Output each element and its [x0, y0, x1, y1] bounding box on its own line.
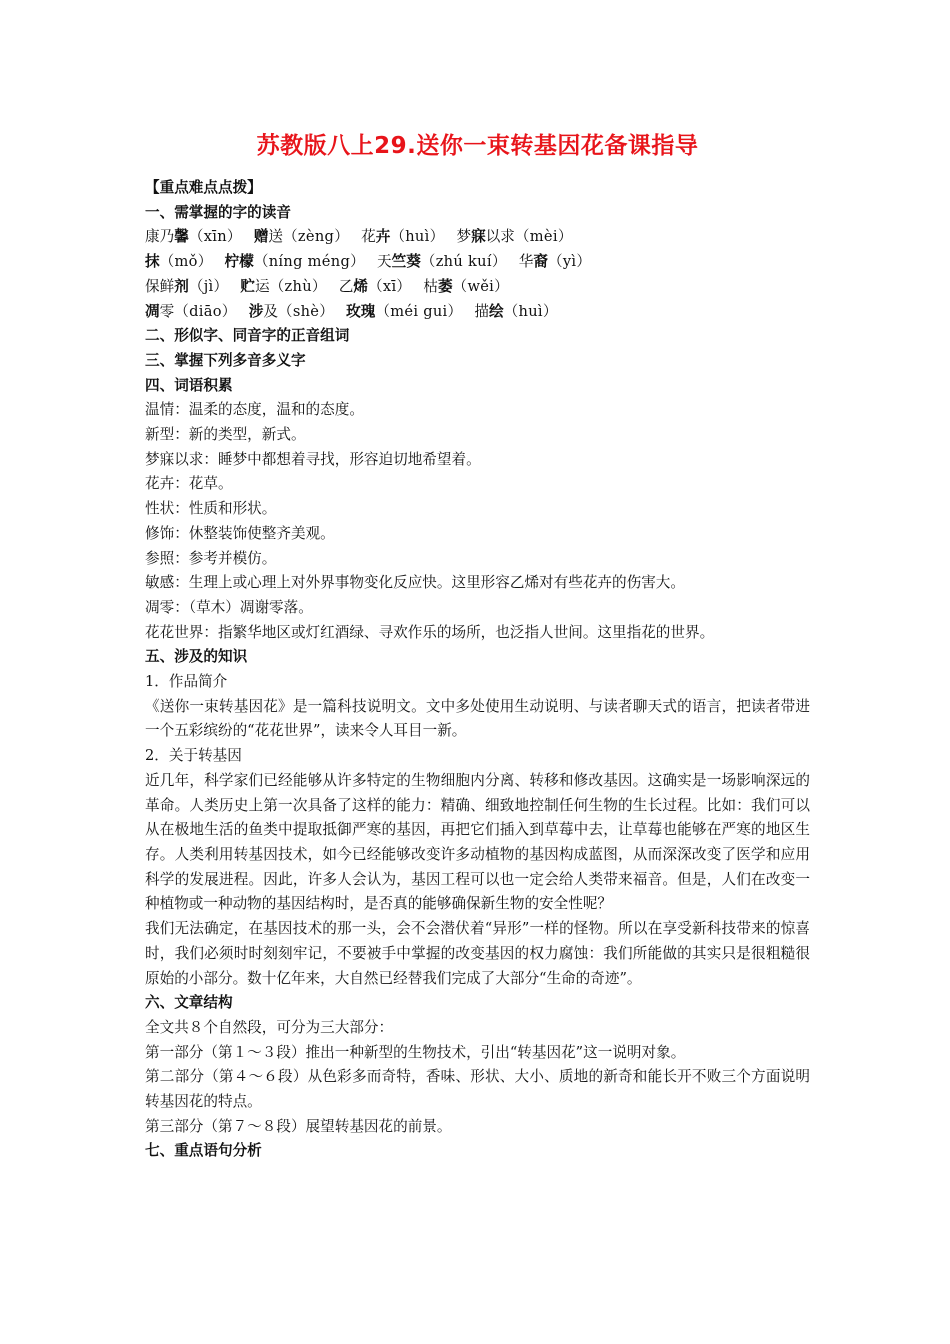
structure-part-1: 第一部分（第１～３段）推出一种新型的生物技术，引出“转基因花”这一说明对象。	[145, 1043, 686, 1061]
word-suffix: 以求	[485, 228, 515, 246]
pinyin-list	[145, 225, 810, 324]
knowledge-1-title: 1．作品简介	[145, 673, 228, 691]
heading-similar-chars: 二、形似字、同音字的正音组词	[145, 327, 350, 345]
pinyin-reading: （méi gui）	[375, 302, 463, 320]
pinyin-reading: （huì）	[503, 302, 558, 320]
vocab-list	[145, 398, 810, 645]
pinyin-reading: （xī）	[368, 277, 412, 295]
heading-pronunciation: 一、需掌握的字的读音	[145, 203, 291, 221]
target-char: 萎	[437, 277, 453, 295]
pinyin-word	[145, 228, 242, 245]
pinyin-word	[346, 303, 462, 320]
pinyin-word	[254, 228, 349, 245]
vocab-item: 参照：参考并模仿。	[145, 549, 277, 567]
word-prefix: 康乃	[145, 228, 175, 246]
pinyin-word	[474, 303, 557, 320]
target-char: 卉	[375, 228, 391, 246]
word-suffix: 送	[268, 228, 284, 246]
pinyin-word	[249, 303, 334, 320]
vocab-item: 新型：新的类型，新式。	[145, 426, 306, 444]
structure-intro: 全文共８个自然段，可分为三大部分：	[145, 1018, 394, 1036]
target-char: 竺葵	[391, 253, 421, 271]
pinyin-word	[145, 253, 213, 270]
vocab-item: 温情：温柔的态度，温和的态度。	[145, 401, 364, 419]
target-char: 绘	[489, 302, 504, 320]
structure-part-3: 第三部分（第７～８段）展望转基因花的前景。	[145, 1117, 452, 1135]
structure-part-2: 第二部分（第４～６段）从色彩多而奇特，香味、形状、大小、质地的新奇和能长开不败三个方面说明转基因花的特点。	[145, 1068, 810, 1111]
word-prefix: 天	[376, 253, 392, 271]
pinyin-reading: （diāo）	[174, 302, 237, 320]
heading-key-sentences: 七、重点语句分析	[145, 1142, 262, 1160]
pinyin-reading: （mǒ）	[159, 253, 213, 271]
heading-knowledge: 五、涉及的知识	[145, 648, 248, 666]
section-key-points: 【重点难点点拨】	[145, 179, 262, 196]
pinyin-row	[145, 250, 810, 275]
target-char: 馨	[174, 228, 189, 246]
pinyin-word	[339, 278, 412, 295]
document-page	[145, 130, 810, 1164]
target-char: 裔	[533, 253, 548, 271]
word-suffix: 运	[255, 277, 270, 295]
pinyin-word	[456, 228, 572, 245]
pinyin-word	[377, 253, 507, 270]
word-prefix: 枯	[423, 277, 438, 295]
pinyin-reading: （mèi）	[514, 228, 573, 246]
knowledge-2-paragraph-2: 我们无法确定，在基因技术的那一头，会不会潜伏着“异形”一样的怪物。所以在享受新科技带来的惊喜时，我们必须时时刻刻牢记，不要被手中掌握的改变基因的权力腐蚀：我们所能做的其实只是很粗糙很原始的小部分。数十亿年来，大自然已经替我们完成了大部分“生命的奇迹”。	[145, 920, 810, 987]
pinyin-reading: （zhù）	[269, 277, 327, 295]
target-char: 剂	[174, 277, 189, 295]
target-char: 柠檬	[224, 253, 254, 271]
pinyin-word	[240, 278, 326, 295]
target-char: 烯	[353, 277, 369, 295]
vocab-item: 敏感：生理上或心理上对外界事物变化反应快。这里形容乙烯对有些花卉的伤害大。	[145, 574, 685, 592]
pinyin-reading: （zhú kuí）	[420, 253, 507, 271]
pinyin-word	[145, 278, 228, 295]
vocab-item: 修饰：休整装饰使整齐美观。	[145, 524, 335, 542]
vocab-item: 凋零：（草木）凋谢零落。	[145, 598, 313, 616]
knowledge-2-paragraph-1: 近几年，科学家们已经能够从许多特定的生物细胞内分离、转移和修改基因。这确实是一场影响深远的革命。人类历史上第一次具备了这样的能力：精确、细致地控制任何生物的生长过程。比如：我们可以从在极地生活的鱼类中提取抵御严寒的基因，再把它们插入到草莓中去，让草莓也能够在严寒的地区生存。人类利用转基因技术，如今已经能够改变许多动植物的基因构成蓝图，从而深深改变了医学和应用科学的发展进程。因此，许多人会认为，基因工程可以也一定会给人类带来福音。但是，人们在改变一种植物或一种动物的基因结构时，是否真的能够确保新生物的安全性呢？	[145, 771, 810, 913]
pinyin-reading: （níng méng）	[253, 253, 365, 271]
pinyin-reading: （jì）	[188, 277, 229, 295]
pinyin-reading: （huì）	[390, 228, 445, 246]
target-char: 抹	[145, 253, 160, 271]
word-prefix: 描	[474, 302, 490, 320]
heading-vocabulary: 四、词语积累	[145, 376, 233, 394]
pinyin-word	[519, 253, 592, 270]
heading-structure: 六、文章结构	[145, 994, 233, 1012]
target-char: 寐	[471, 228, 486, 246]
word-suffix: 零	[159, 302, 175, 320]
pinyin-word	[225, 253, 365, 270]
target-char: 涉	[248, 302, 264, 320]
pinyin-word	[361, 228, 444, 245]
vocab-item: 梦寐以求：睡梦中都想着寻找，形容迫切地希望着。	[145, 450, 481, 468]
pinyin-reading: （yì）	[547, 253, 592, 271]
word-prefix: 保鲜	[145, 277, 175, 295]
target-char: 凋	[145, 302, 160, 320]
word-suffix: 及	[263, 302, 278, 320]
knowledge-1-text: 《送你一束转基因花》是一篇科技说明文。文中多处使用生动说明、与读者聊天式的语言，把读者带进一个五彩缤纷的“花花世界”，读来令人耳目一新。	[145, 697, 810, 740]
word-prefix: 花	[361, 228, 376, 246]
pinyin-row	[145, 300, 810, 325]
knowledge-2-title: 2．关于转基因	[145, 747, 242, 765]
document-title: 苏教版八上29.送你一束转基因花备课指导	[256, 133, 699, 159]
pinyin-word	[423, 278, 509, 295]
pinyin-row	[145, 275, 810, 300]
pinyin-word	[145, 303, 237, 320]
vocab-item: 花卉：花草。	[145, 475, 233, 493]
heading-polyphones: 三、掌握下列多音多义字	[145, 351, 306, 369]
word-prefix: 华	[518, 253, 534, 271]
word-prefix: 乙	[338, 277, 354, 295]
target-char: 玫瑰	[346, 302, 376, 320]
vocab-item: 性状：性质和形状。	[145, 500, 277, 518]
pinyin-reading: （xīn）	[188, 228, 242, 246]
pinyin-reading: （wěi）	[452, 277, 510, 295]
target-char: 贮	[240, 277, 256, 295]
pinyin-row	[145, 225, 810, 250]
vocab-item: 花花世界：指繁华地区或灯红酒绿、寻欢作乐的场所，也泛指人世间。这里指花的世界。	[145, 623, 715, 641]
pinyin-reading: （zèng）	[283, 228, 350, 246]
word-prefix: 梦	[456, 228, 472, 246]
target-char: 赠	[253, 228, 269, 246]
pinyin-reading: （shè）	[277, 302, 335, 320]
